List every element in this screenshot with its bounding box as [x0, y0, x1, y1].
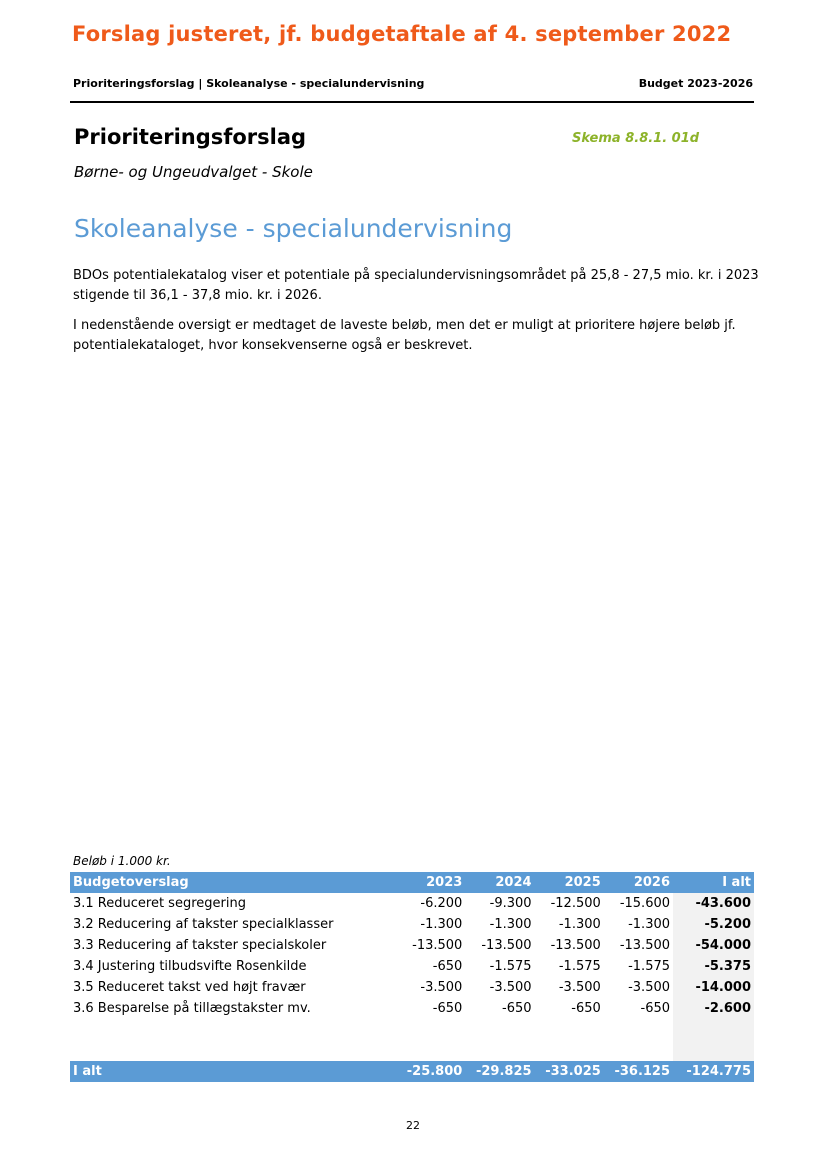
header-divider	[70, 101, 754, 103]
total-value: -33.025	[535, 1061, 604, 1082]
page-number: 22	[406, 1119, 420, 1132]
cell-value: -3.500	[420, 980, 463, 995]
row-label: 3.1 Reduceret segregering	[73, 896, 246, 911]
table-row	[70, 977, 754, 998]
column-header: 2023	[396, 872, 465, 893]
row-label: 3.5 Reduceret takst ved højt fravær	[73, 980, 306, 995]
cell-value: -13.500	[481, 938, 532, 953]
cell-value: -650	[432, 959, 463, 974]
page-title: Prioriteringsforslag	[74, 125, 307, 149]
committee-subtitle: Børne- og Ungeudvalget - Skole	[74, 163, 313, 181]
table-header-row	[70, 872, 754, 893]
total-label: I alt	[70, 1061, 396, 1082]
schema-reference: Skema 8.8.1. 01d	[572, 131, 700, 146]
section-title: Skoleanalyse - specialundervisning	[74, 214, 513, 243]
cell-value: -1.300	[420, 917, 463, 932]
row-label: 3.3 Reducering af takster specialskoler	[73, 938, 327, 953]
running-header-right: Budget 2023-2026	[638, 77, 753, 90]
table-row	[70, 893, 754, 914]
cell-value: -1.575	[628, 959, 671, 974]
cell-value: -650	[432, 1001, 463, 1016]
grand-total: -124.775	[673, 1061, 754, 1082]
total-value: -29.825	[465, 1061, 534, 1082]
cell-value: -9.300	[489, 896, 532, 911]
cell-value: -3.500	[628, 980, 671, 995]
table-row	[70, 998, 754, 1019]
cell-value: -650	[640, 1001, 671, 1016]
table-row	[70, 935, 754, 956]
table-row	[70, 914, 754, 935]
cell-value: -15.600	[619, 896, 671, 911]
intro-paragraph: BDOs potentialekatalog viser et potentiale på specialundervisningsområdet på 25,8 - 27,5 mio. kr. i 2023 stigende til 36,1 - 37,8 mio. kr. i 2026.	[73, 268, 759, 303]
column-header: Budgetoverslag	[70, 872, 396, 893]
row-total: -43.600	[673, 893, 754, 914]
running-header-left: Prioriteringsforslag | Skoleanalyse - specialundervisning	[73, 77, 425, 90]
table-row-empty	[70, 1019, 754, 1040]
budget-table	[70, 872, 754, 1082]
cell-value: -13.500	[619, 938, 671, 953]
table-total-row	[70, 1061, 754, 1082]
cell-value: -650	[502, 1001, 532, 1016]
cell-value: -1.300	[489, 917, 532, 932]
cell-value: -1.575	[558, 959, 601, 974]
cell-value: -12.500	[550, 896, 601, 911]
column-header: I alt	[673, 872, 754, 893]
cell-value: -13.500	[412, 938, 463, 953]
row-total: -14.000	[673, 977, 754, 998]
document-banner: Forslag justeret, jf. budgetaftale af 4. september 2022	[72, 22, 732, 46]
row-total: -54.000	[673, 935, 754, 956]
row-label: 3.2 Reducering af takster specialklasser	[73, 917, 334, 932]
total-value: -36.125	[604, 1061, 673, 1082]
row-total: -5.375	[673, 956, 754, 977]
row-total: -2.600	[673, 998, 754, 1019]
cell-value: -1.300	[628, 917, 671, 932]
cell-value: -1.300	[558, 917, 601, 932]
table-row	[70, 956, 754, 977]
total-value: -25.800	[396, 1061, 465, 1082]
table-row-empty	[70, 1040, 754, 1061]
amount-unit-note: Beløb i 1.000 kr.	[73, 854, 171, 868]
cell-value: -3.500	[489, 980, 532, 995]
explanation-paragraph: I nedenstående oversigt er medtaget de laveste beløb, men det er muligt at prioritere højere beløb jf. potentialekataloget, hvor konsekvenserne også er beskrevet.	[73, 318, 736, 353]
cell-value: -6.200	[420, 896, 463, 911]
cell-value: -650	[571, 1001, 601, 1016]
column-header: 2024	[465, 872, 534, 893]
row-total: -5.200	[673, 914, 754, 935]
cell-value: -13.500	[550, 938, 601, 953]
row-label: 3.6 Besparelse på tillægstakster mv.	[73, 1001, 311, 1016]
column-header: 2026	[604, 872, 673, 893]
row-label: 3.4 Justering tilbudsvifte Rosenkilde	[73, 959, 307, 974]
column-header: 2025	[535, 872, 604, 893]
cell-value: -3.500	[558, 980, 601, 995]
cell-value: -1.575	[489, 959, 532, 974]
